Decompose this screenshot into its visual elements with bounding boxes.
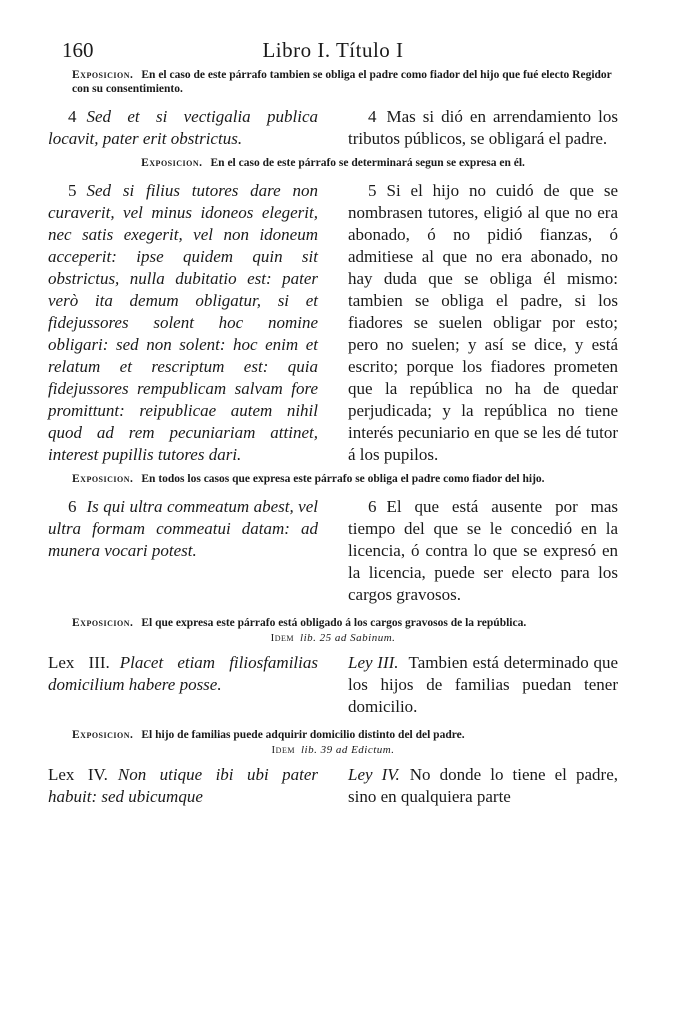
exposicion-text: En el caso de este párrafo se determinará segun se expresa en él. — [210, 157, 525, 169]
citation-idem: Idem — [270, 632, 295, 644]
exposicion-5 — [72, 728, 618, 742]
ley-label: Ley III. — [348, 653, 399, 672]
exposicion-label: Exposicion. — [72, 473, 134, 485]
latin-text: Sed si filius tutores dare non curaverit, vel minus idoneos elegerit, nec satis exegerit, vel non idoneum acceperit: ipse quidem quin sit obstrictus, nulla dubitatio est: pater verò ita demum obligatur, si et fidejussores solent hoc nomine obligari: sed non solent: hoc enim et relatum et rescriptum est: quia fidejussores rempublicam salvam fore promittunt: reipublicae autem nihil quod ad rem pecuniariam attinet, interest pupillis tutores dari. — [48, 181, 318, 464]
page-number: 160 — [62, 38, 94, 62]
exposicion-label: Exposicion. — [72, 69, 134, 81]
lex-label: Lex IV. — [48, 765, 108, 784]
spanish-column — [348, 652, 618, 718]
spanish-text: El que está ausente por mas tiempo del que se le concedió en la licencia, ó contra lo que se expresó en la licencia, puede ser electo para los cargos gravosos. — [348, 497, 618, 604]
latin-column — [48, 496, 318, 606]
ley-label: Ley IV. — [348, 765, 400, 784]
exposicion-text: El hijo de familias puede adquirir domicilio distinto del del padre. — [141, 729, 465, 741]
paragraph-number: 6 — [368, 497, 377, 516]
paragraph-number: 5 — [68, 181, 77, 200]
paragraph-number: 6 — [68, 497, 77, 516]
spanish-column — [348, 106, 618, 150]
exposicion-2 — [48, 156, 618, 170]
spanish-text: No donde lo tiene el padre, sino en qualquiera parte — [348, 765, 618, 806]
spanish-column — [348, 496, 618, 606]
paragraph-6 — [48, 496, 618, 606]
lex-4 — [48, 764, 618, 808]
latin-text: Placet etiam filiosfamilias domicilium habere posse. — [48, 653, 318, 694]
spanish-column — [348, 764, 618, 808]
page-header — [48, 38, 618, 68]
exposicion-3 — [72, 472, 618, 486]
paragraph-number: 5 — [368, 181, 377, 200]
latin-column — [48, 180, 318, 466]
exposicion-text: El que expresa este párrafo está obligado á los cargos gravosos de la república. — [141, 617, 527, 629]
exposicion-label: Exposicion. — [141, 157, 203, 169]
spanish-text: Tambien está determinado que los hijos de familias puedan tener domicilio. — [348, 653, 618, 716]
exposicion-label: Exposicion. — [72, 729, 134, 741]
latin-text: Non utique ibi ubi pater habuit: sed ubicumque — [48, 765, 318, 806]
page — [48, 38, 618, 808]
citation-1 — [48, 632, 618, 644]
paragraph-4 — [48, 106, 618, 150]
paragraph-5 — [48, 180, 618, 466]
paragraph-number: 4 — [368, 107, 377, 126]
exposicion-4 — [72, 616, 618, 630]
paragraph-number: 4 — [68, 107, 77, 126]
exposicion-1 — [72, 68, 618, 96]
lex-label: Lex III. — [48, 653, 110, 672]
exposicion-label: Exposicion. — [72, 617, 134, 629]
latin-column — [48, 764, 318, 808]
citation-ref: lib. 25 ad Sabinum. — [300, 632, 396, 644]
lex-3 — [48, 652, 618, 718]
exposicion-text: En el caso de este párrafo tambien se obliga el padre como fiador del hijo que fué electo Regidor con su consentimiento. — [72, 69, 612, 95]
exposicion-text: En todos los casos que expresa este párrafo se obliga el padre como fiador del hijo. — [141, 473, 545, 485]
latin-column — [48, 106, 318, 150]
citation-idem: Idem — [271, 744, 295, 756]
latin-column — [48, 652, 318, 718]
spanish-text: Si el hijo no cuidó de que se nombrasen tutores, eligió al que no era abonado, ó no pidió fianzas, ó admitiese al que no era abonado, no hay duda que se obliga él mismo: tambien se obliga el padre, si los fiadores se suelen obligar por esto; pero no suelen; y así se dice, y está escrito; porque los fiadores prometen que la república no ha de quedar perjudicada; y la república no tiene interés pecuniario en que se les dé tutor á los pupilos. — [348, 181, 618, 464]
latin-text: Is qui ultra commeatum abest, vel ultra formam commeatui datam: ad munera vocari potest. — [48, 497, 318, 560]
running-title: Libro I. Título I — [262, 38, 404, 62]
spanish-column — [348, 180, 618, 466]
spanish-text: Mas si dió en arrendamiento los tributos públicos, se obligará el padre. — [348, 107, 618, 148]
citation-ref: lib. 39 ad Edictum. — [300, 744, 395, 756]
citation-2 — [48, 744, 618, 756]
latin-text: Sed et si vectigalia publica locavit, pater erit obstrictus. — [48, 107, 318, 148]
